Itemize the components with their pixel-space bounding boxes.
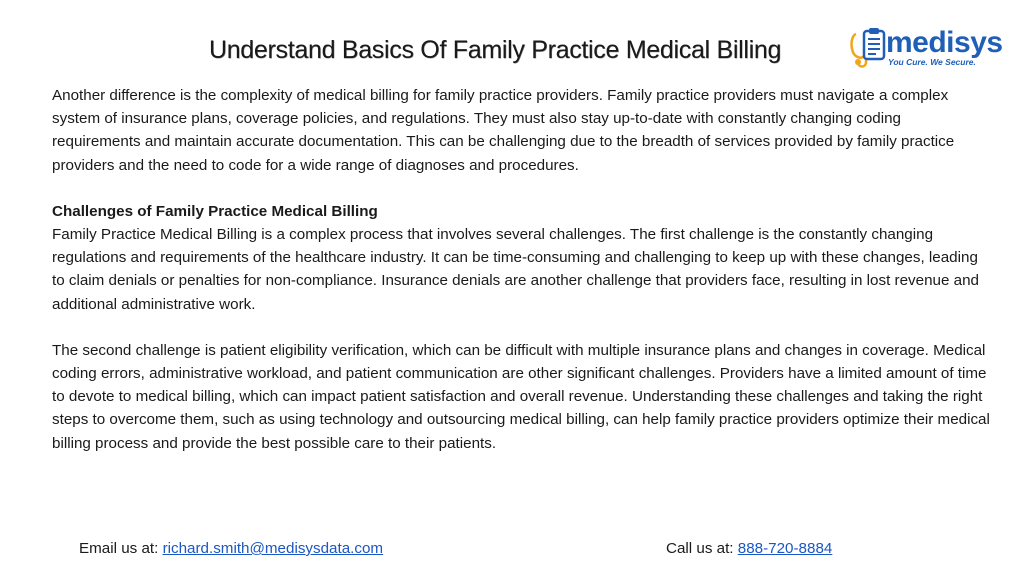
second-challenge-paragraph: The second challenge is patient eligibility verification, which can be difficult with multiple insurance plans and changes in coverage. Medical coding errors, administrative workload, and patient communication are other significant challenges. Providers have a limited amount of time to devote to medical billing, which can impact patient satisfaction and overall revenue. Understanding these challenges and taking the right steps to overcome them, such as using technology and outsourcing medical billing, can help family practice providers optimize their medical billing process and provide the best possible care to their patients. — [52, 341, 990, 452]
email-contact — [79, 538, 383, 560]
email-link[interactable]: richard.smith@medisysdata.com — [162, 540, 384, 557]
challenges-heading: Challenges of Family Practice Medical Billing — [52, 202, 378, 220]
email-label: Email us at: — [79, 540, 163, 557]
medisys-logo — [846, 22, 1016, 76]
phone-link[interactable]: 888-720-8884 — [737, 540, 833, 557]
stethoscope-icon — [852, 28, 885, 67]
challenges-paragraph: Family Practice Medical Billing is a complex process that involves several challenges. The first challenge is the constantly changing regulations and requirements of the healthcare industry. It can be time-consuming and challenging to keep up with these changes, leading to claim denials or penalties for non-compliance. Insurance denials are another challenge that providers face, resulting in lost revenue and additional administrative work. — [52, 226, 979, 313]
intro-paragraph: Another difference is the complexity of medical billing for family practice providers. Family practice providers must navigate a complex system of insurance plans, coverage policies, and regulations. They must also stay up-to-date with constantly changing coding requirements and maintain accurate documentation. This can be challenging due to the breadth of services provided by family practice providers and the need to code for a wide range of diagnoses and procedures. — [52, 87, 955, 174]
svg-text:medisys: medisys — [886, 26, 1003, 59]
phone-contact — [666, 538, 832, 560]
article-body — [52, 84, 992, 455]
page-title: Understand Basics Of Family Practice Medical Billing — [208, 36, 782, 64]
phone-label: Call us at: — [666, 540, 738, 557]
svg-text:You Cure. We Secure.: You Cure. We Secure. — [888, 57, 976, 67]
